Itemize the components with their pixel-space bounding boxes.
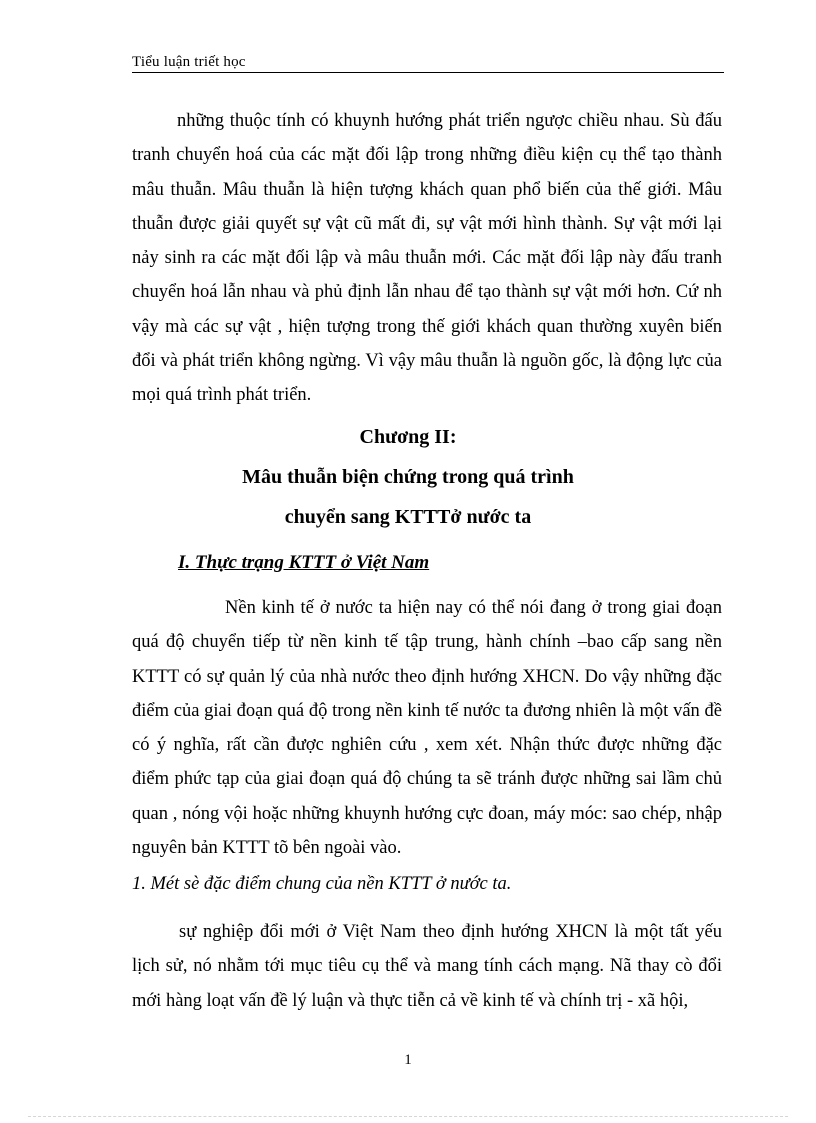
page-number: 1 [404,1052,412,1068]
chapter-number: Chương II: [359,426,457,448]
paragraph-2: Nền kinh tế ở nước ta hiện nay có thể nói đang ở trong giai đoạn quá độ chuyển tiếp từ nền kinh tế tập trung, hành chính –bao cấp sang nền KTTT có sự quản lý của nhà nước theo định hướng XHCN. Do vậy những đặc điểm của giai đoạn quá độ trong nền kinh tế nước ta đương nhiên là một vấn đề có ý nghĩa, rất cần được nghiên cứu , xem xét. Nhận thức được những đặc điểm phức tạp của giai đoạn quá độ chúng ta sẽ tránh được những sai lầm chủ quan , nóng vội hoặc những khuynh hướng cực đoan, máy móc: sao chép, nhập nguyên bản KTTT tõ bên ngoài vào. [132,598,722,859]
paragraph-1: những thuộc tính có khuynh hướng phát triển ngược chiều nhau. Sù đấu tranh chuyển hoá của các mặt đối lập trong những điều kiện cụ thể tạo thành mâu thuẫn. Mâu thuẫn là hiện tượng khách quan phổ biến của thế giới. Mâu thuẫn được giải quyết sự vật cũ mất đi, sự vật mới hình thành. Sự vật mới lại nảy sinh ra các mặt đối lập và mâu thuẫn mới. Các mặt đối lập này đấu tranh chuyển hoá lẫn nhau và phủ định lẫn nhau để tạo thành sự vật mới hơn. Cứ nh vậy mà các sự vật , hiện tượng trong thế giới khách quan thường xuyên biến đổi và phát triển không ngừng. Vì vậy mâu thuẫn là nguồn gốc, là động lực của mọi quá trình phát triển. [132,111,722,406]
chapter-title-line-1: Mâu thuẫn biện chứng trong quá trình [242,466,574,488]
subheading: 1. Mét sè đặc điểm chung của nền KTTT ở nước ta. [132,874,512,894]
page-bottom-edge [28,1116,788,1117]
chapter-title-line-2: chuyển sang KTTTở nước ta [284,506,532,528]
paragraph-3: sự nghiệp đổi mới ở Việt Nam theo định hướng XHCN là một tất yếu lịch sử, nó nhằm tới mục tiêu cụ thể và mang tính cách mạng. Nã thay cò đổi mới hàng loạt vấn đề lý luận và thực tiễn cả về kinh tế và chính trị - xã hội, [132,922,722,1011]
page-header [132,52,724,73]
section-heading: I. Thực trạng KTTT ở Việt Nam [178,552,430,573]
header-title: Tiểu luận triết học [132,54,246,70]
